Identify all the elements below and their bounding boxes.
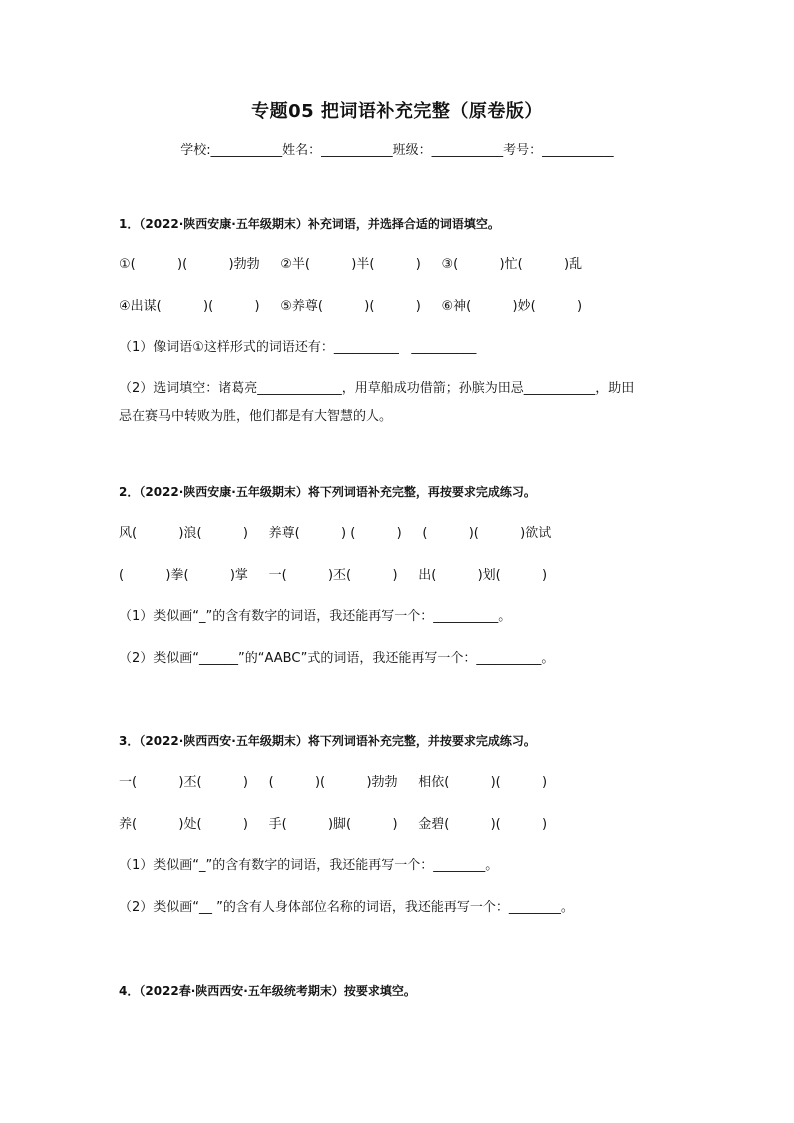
question-1-sub-1: （1）像词语①这样形式的词语还有：__________ __________ (119, 340, 477, 355)
question-1-heading: 1．（2022·陕西安康·五年级期末）补充词语，并选择合适的词语填空。 (119, 217, 500, 231)
question-4-heading: 4．（2022春·陕西西安·五年级统考期末）按要求填空。 (119, 984, 416, 998)
question-2-heading: 2．（2022·陕西安康·五年级期末）将下列词语补充完整，再按要求完成练习。 (119, 485, 536, 499)
question-1-row-2: ④出谋( )( ) ⑤养尊( )( ) ⑥神( )妙( ) (119, 299, 583, 314)
question-3-row-1: 一( )丕( ) ( )( )勃勃 相依( )( ) (119, 775, 548, 790)
student-info-line: 学校:___________姓名：___________班级：___________考号：___________ (180, 143, 614, 158)
question-3-sub-1: （1）类似画“_”的含有数字的词语，我还能再写一个：________。 (119, 858, 499, 873)
question-2-sub-2: （2）类似画“______”的“AABC”式的词语，我还能再写一个：__________。 (119, 651, 555, 666)
question-2-row-1: 风( )浪( ) 养尊( ) ( ) ( )( )欲试 (119, 526, 552, 541)
question-1-sub-2-line-1: （2）选词填空：诸葛亮_____________，用草船成功借箭；孙膑为田忌___________，助田 (119, 381, 635, 396)
question-2-row-2: ( )拳( )掌 一( )丕( ) 出( )划( ) (119, 568, 548, 583)
page-title: 专题05 把词语补充完整（原卷版） (251, 101, 543, 122)
question-3-row-2: 养( )处( ) 手( )脚( ) 金碧( )( ) (119, 817, 548, 832)
question-3-sub-2: （2）类似画“__ ”的含有人身体部位名称的词语，我还能再写一个：________。 (119, 900, 574, 915)
question-3-heading: 3．（2022·陕西西安·五年级期末）将下列词语补充完整，并按要求完成练习。 (119, 734, 536, 748)
question-1-row-1: ①( )( )勃勃 ②半( )半( ) ③( )忙( )乱 (119, 257, 583, 272)
question-2-sub-1: （1）类似画“_”的含有数字的词语，我还能再写一个：__________。 (119, 609, 512, 624)
question-1-sub-2-line-2: 忌在赛马中转败为胜，他们都是有大智慧的人。 (119, 409, 393, 424)
